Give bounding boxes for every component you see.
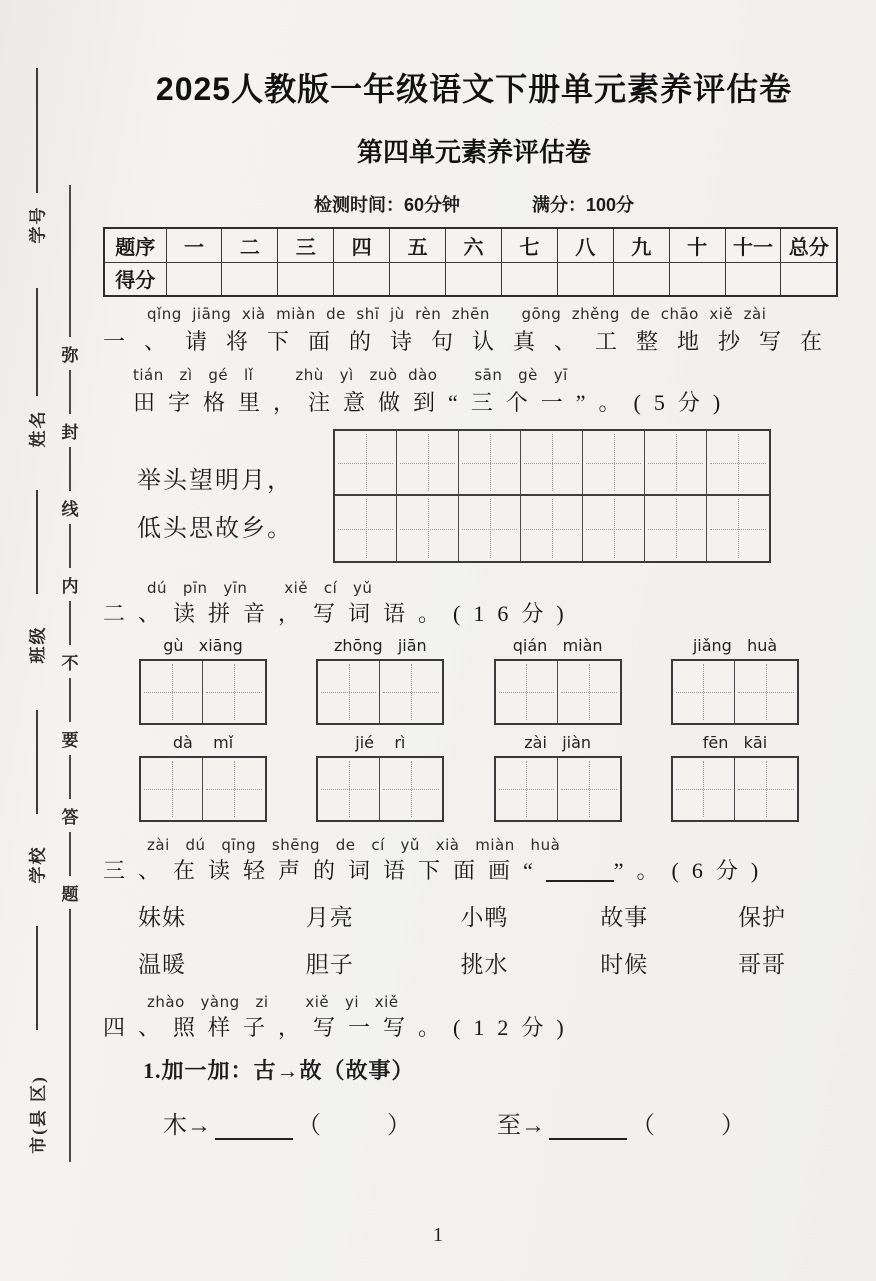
q2-word-pinyin: dà mǐ [172,733,234,752]
class-line [36,490,38,594]
underline-blank [549,1116,627,1140]
poem-line-1: 举头望明月， [137,468,293,494]
tianzige-cell [318,758,380,820]
tianzige-cell [380,661,442,723]
tianzige-cell [141,661,203,723]
q2-word-group [671,733,799,822]
q4-item2-paren: （ ） [631,1113,745,1139]
score-col-4: 四 [334,228,390,262]
tianzige-cell [397,431,459,496]
school-line [36,710,38,814]
score-cell-empty [390,262,446,296]
q2-word-pinyin: zài jiàn [524,733,592,752]
q2-word-row-2 [103,733,845,822]
answer-box [671,756,799,822]
seal-line-segment [69,832,71,876]
answer-box [316,756,444,822]
q3-word: 小鸭 [460,905,509,930]
exam-info-line [103,191,845,217]
class-label: 班级 [28,625,48,663]
q3-word: 挑水 [460,952,509,977]
poem-to-copy [103,429,333,563]
tianzige-cell [673,661,735,723]
school-label: 学校 [28,845,48,883]
q2-word-group [316,636,444,725]
score-cell-empty [557,262,613,296]
q2-word-row-1 [103,636,845,725]
tianzige-cell [645,496,707,561]
seal-line-segment [69,909,71,1162]
score-cell-empty [669,262,725,296]
score-col-9: 九 [613,228,669,262]
tianzige-cell [203,758,265,820]
tianzige-cell [558,661,620,723]
score-col-1: 一 [166,228,222,262]
tianzige-cell [583,431,645,496]
answer-box [494,659,622,725]
q1-pinyin-line2: tián zì gé lǐ zhù yì zuò dào sān gè yī [133,366,568,384]
score-cell-empty [166,262,222,296]
q2-word-pinyin: jié rì [355,733,406,752]
answer-box [139,659,267,725]
question-3 [103,836,845,979]
score-table [103,227,838,297]
student-number-label: 学号 [28,205,48,243]
q4-text: 四、照样子，写一写。(12分) [103,1015,577,1040]
q2-word-group [316,733,444,822]
tianzige-cell [380,758,442,820]
answer-box [494,756,622,822]
seal-line-segment [69,678,71,722]
score-cell-empty [222,262,278,296]
score-cell-empty [613,262,669,296]
q4-item2-char: 至→ [497,1113,545,1139]
tianzige-cell [318,661,380,723]
page-number: 1 [433,1224,443,1246]
tianzige-cell [459,431,521,496]
tianzige-cell [673,758,735,820]
name-line [36,288,38,396]
tianzige-cell [141,758,203,820]
q3-word: 温暖 [138,952,186,977]
q4-answer-line [103,1105,845,1140]
score-cell-empty [446,262,502,296]
tianzige-cell [645,431,707,496]
underline-blank [215,1116,293,1140]
answer-box [316,659,444,725]
seal-line-column: 弥 封 线 内 不 要 答 题 [58,185,82,1162]
score-col-3: 三 [278,228,334,262]
score-col-11: 十一 [725,228,781,262]
name-label: 姓名 [28,409,48,447]
unit-subtitle: 第四单元素养评估卷 [356,137,591,167]
city-county-line [36,926,38,1030]
q3-word: 保护 [738,905,786,930]
question-order-header: 题序 [104,228,166,262]
q2-word-pinyin: zhōng jiān [333,636,427,655]
q3-word-row-2 [103,946,845,979]
tianzige-cell [459,496,521,561]
score-col-5: 五 [390,228,446,262]
tianzige-cell [496,661,558,723]
page-title: 2025人教版一年级语文下册单元素养评估卷 [155,71,793,107]
q3-word: 哥哥 [738,952,786,977]
seal-line-segment [69,755,71,799]
tianzige-cell [558,758,620,820]
poem-line-2: 低头思故乡。 [137,516,293,542]
q3-word: 时候 [600,952,649,977]
exam-content [103,0,845,1140]
q3-word: 胆子 [305,952,354,977]
score-table-score-row [104,262,837,296]
q2-word-pinyin: gù xiāng [163,636,243,655]
tianzige-cell [335,496,397,561]
q3-word-row-1 [103,899,845,932]
score-row-header: 得分 [104,262,166,296]
student-number-line [36,68,38,193]
q3-word: 故事 [600,905,649,930]
tianzige-cell [496,758,558,820]
q2-word-group [139,636,267,725]
score-col-6: 六 [446,228,502,262]
tianzige-cell [521,431,583,496]
q3-word: 妹妹 [138,905,186,930]
score-cell-empty [725,262,781,296]
answer-box [139,756,267,822]
exam-full-score: 满分：100分 [531,195,635,215]
tianzige-grid [333,429,771,563]
tianzige-cell [335,431,397,496]
tianzige-cell [735,758,797,820]
q4-item1-char: 木→ [163,1113,211,1139]
seal-line-segment [69,601,71,645]
question-2 [103,579,845,822]
score-col-8: 八 [557,228,613,262]
q1-text-line1: 一、请将下面的诗句认真、工整地抄写在 [103,329,842,354]
score-cell-empty [334,262,390,296]
score-cell-empty [781,262,837,296]
score-cell-empty [278,262,334,296]
q1-copy-area [103,429,845,563]
q2-word-group [494,636,622,725]
q1-text-line2: 田字格里，注意做到“三个一”。(5分) [133,390,734,415]
score-col-2: 二 [222,228,278,262]
tianzige-cell [521,496,583,561]
q2-word-group [139,733,267,822]
seal-line-segment [69,185,71,337]
q2-word-pinyin: jiǎng huà [692,636,778,655]
tianzige-cell [707,431,769,496]
score-col-7: 七 [501,228,557,262]
tianzige-cell [735,661,797,723]
score-cell-empty [501,262,557,296]
q2-word-pinyin: qián miàn [512,636,603,655]
question-1 [103,305,845,563]
seal-line-segment [69,447,71,491]
q3-pinyin: zài dú qīng shēng de cí yǔ xià miàn huà [147,836,561,854]
question-4 [103,993,845,1140]
city-county-label: 市(县 区) [28,1074,48,1154]
tianzige-cell [203,661,265,723]
tianzige-cell [707,496,769,561]
q2-pinyin: dú pīn yīn xiě cí yǔ [147,579,373,597]
tianzige-cell [397,496,459,561]
q4-sub-item-1: 1.加一加：古→故（故事） [143,1058,415,1083]
tianzige-cell [583,496,645,561]
q2-word-pinyin: fēn kāi [702,733,768,752]
q2-word-group [494,733,622,822]
q4-item1-paren: （ ） [297,1113,411,1139]
q2-word-group [671,636,799,725]
score-col-total: 总分 [781,228,837,262]
q3-word: 月亮 [305,905,354,930]
score-table-header-row [104,228,837,262]
exam-time: 检测时间：60分钟 [313,195,460,215]
seal-line-segment [69,370,71,414]
seal-line-segment [69,524,71,568]
score-col-10: 十 [669,228,725,262]
underline-blank [546,866,614,882]
answer-box [671,659,799,725]
q3-text: 三、在读轻声的词语下面画“ ”。(6分) [103,858,772,883]
q1-pinyin-line1: qǐng jiāng xià miàn de shī jù rèn zhēn gōng zhěng de chāo xiě zài [147,305,767,323]
q2-text: 二、读拼音，写词语。(16分) [103,601,577,626]
q4-pinyin: zhào yàng zi xiě yi xiě [147,993,399,1011]
